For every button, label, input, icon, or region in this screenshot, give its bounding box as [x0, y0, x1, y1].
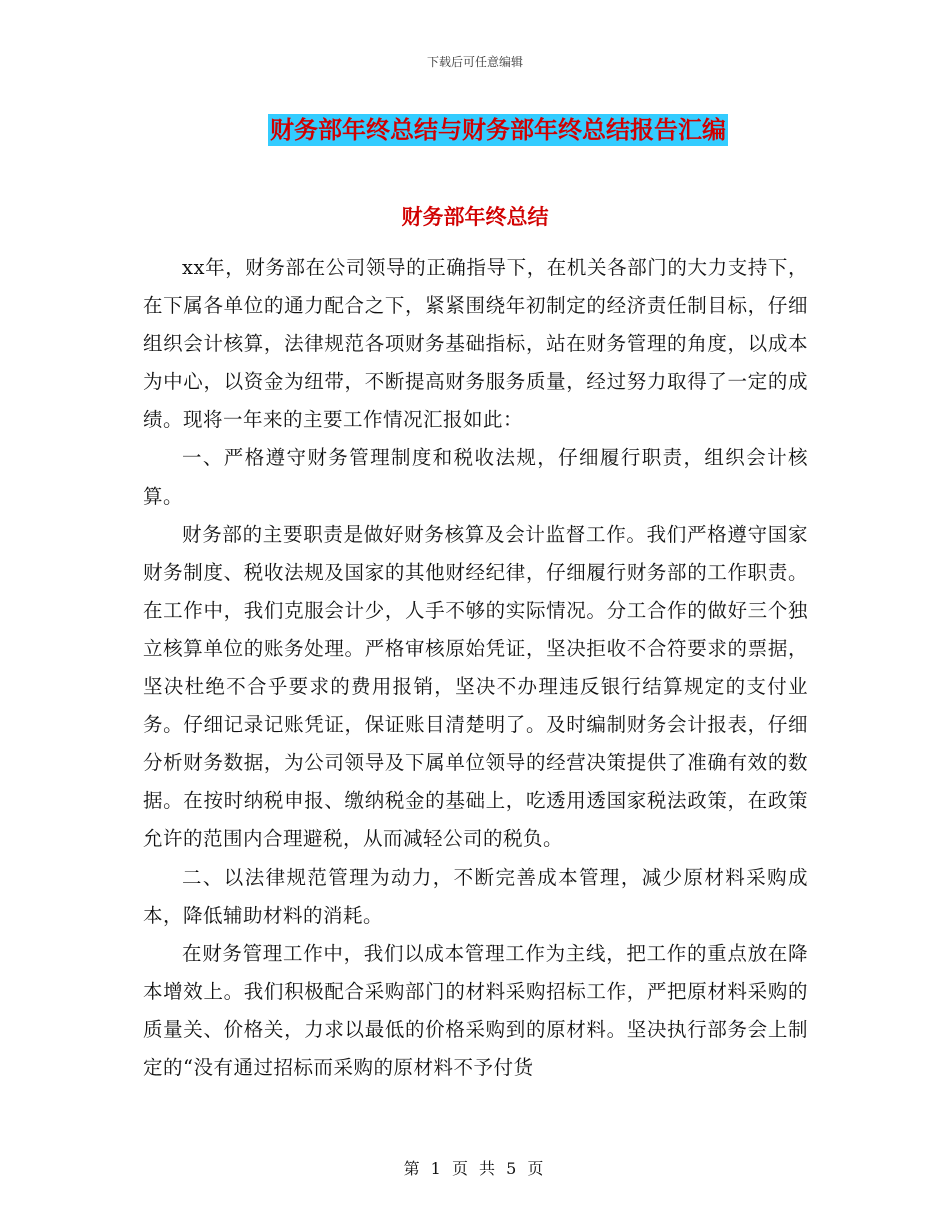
paragraph-point-2-heading: 二、以法律规范管理为动力，不断完善成本管理，减少原材料采购成本，降低辅助材料的消耗。 — [143, 865, 808, 927]
page-indicator: 第 1 页 共 5 页 — [403, 1159, 547, 1178]
paragraph-point-1-body: 财务部的主要职责是做好财务核算及会计监督工作。我们严格遵守国家财务制度、税收法规及国家的其他财经纪律，仔细履行财务部的工作职责。在工作中，我们克服会计少，人手不够的实际情况。分工合作的做好三个独立核算单位的账务处理。严格审核原始凭证，坚决拒收不合符要求的票据，坚决杜绝不合乎要求的费用报销，坚决不办理违反银行结算规定的支付业务。仔细记录记账凭证，保证账目清楚明了。及时编制财务会计报表，仔细分析财务数据，为公司领导及下属单位领导的经营决策提供了准确有效的数据。在按时纳税申报、缴纳税金的基础上，吃透用透国家税法政策，在政策允许的范围内合理避税，从而减轻公司的税负。 — [143, 522, 808, 851]
document-title: 财务部年终总结与财务部年终总结报告汇编 — [270, 116, 726, 144]
section-heading: 财务部年终总结 — [401, 205, 549, 229]
document-body — [143, 249, 808, 1087]
paragraph-intro: xx年，财务部在公司领导的正确指导下，在机关各部门的大力支持下，在下属各单位的通力配合之下，紧紧围绕年初制定的经济责任制目标，仔细组织会计核算，法律规范各项财务基础指标，站在财务管理的角度，以成本为中心，以资金为纽带，不断提高财务服务质量，经过努力取得了一定的成绩。现将一年来的主要工作情况汇报如此： — [143, 256, 808, 432]
download-note: 下载后可任意编辑 — [426, 55, 523, 69]
document-title-container — [0, 114, 950, 146]
paragraph-point-1-heading: 一、严格遵守财务管理制度和税收法规，仔细履行职责，组织会计核算。 — [143, 446, 808, 508]
paragraph-point-2-body: 在财务管理工作中，我们以成本管理工作为主线，把工作的重点放在降本增效上。我们积极配合采购部门的材料采购招标工作，严把原材料采购的质量关、价格关，力求以最低的价格采购到的原材料。坚决执行部务会上制定的“没有通过招标而采购的原材料不予付货 — [143, 941, 808, 1079]
